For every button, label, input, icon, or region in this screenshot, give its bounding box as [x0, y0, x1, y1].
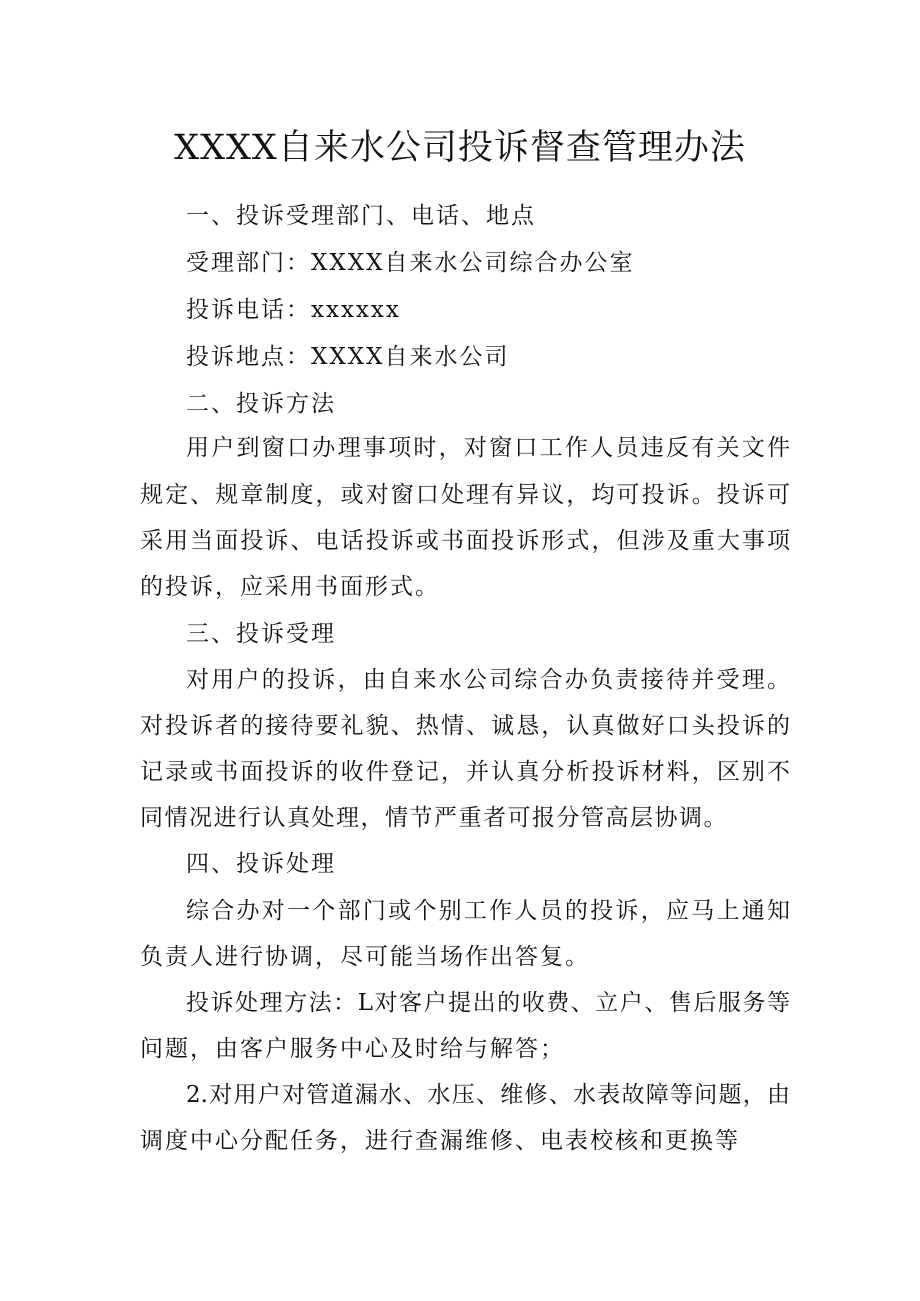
section-heading-4: 四、投诉处理: [186, 851, 336, 877]
paragraph-line: 综合办对一个部门或个别工作人员的投诉，应马上通知: [186, 898, 790, 924]
section-heading-1: 一、投诉受理部门、电话、地点: [186, 203, 536, 229]
paragraph-line: 同情况进行认真处理，情节严重者可报分管高层协调。: [140, 805, 728, 831]
paragraph-line: 调度中心分配任务，进行查漏维修、电表校核和更换等: [140, 1128, 740, 1154]
paragraph-line: 问题，由客户服务中心及时给与解答；: [140, 1036, 565, 1062]
phone-line: 投诉电话：xxxxxx: [186, 297, 401, 323]
address-line: 投诉地点：XXXX自来水公司: [186, 344, 510, 370]
section-heading-2: 二、投诉方法: [186, 391, 336, 417]
dept-line: 受理部门：XXXX自来水公司综合办公室: [186, 250, 635, 276]
paragraph-line: 记录或书面投诉的收件登记，并认真分析投诉材料，区别不: [140, 759, 790, 785]
paragraph-line: 对投诉者的接待要礼貌、热情、诚恳，认真做好口头投诉的: [140, 713, 790, 739]
document-title: XXXX自来水公司投诉督查管理办法: [174, 128, 746, 168]
section-heading-3: 三、投诉受理: [186, 621, 336, 647]
method-item-1: 投诉处理方法：L对客户提出的收费、立户、售后服务等: [186, 990, 790, 1016]
paragraph-line: 规定、规章制度，或对窗口处理有异议，均可投诉。投诉可: [140, 482, 790, 508]
method-item-2: 2.对用户对管道漏水、水压、维修、水表故障等问题，由: [186, 1082, 790, 1108]
paragraph-line: 负责人进行协调，尽可能当场作出答复。: [140, 944, 590, 970]
paragraph-line: 采用当面投诉、电话投诉或书面投诉形式，但涉及重大事项: [140, 528, 790, 554]
paragraph-line: 的投诉，应采用书面形式。: [140, 574, 440, 600]
paragraph-line: 用户到窗口办理事项时，对窗口工作人员违反有关文件: [186, 435, 790, 461]
paragraph-line: 对用户的投诉，由自来水公司综合办负责接待并受理。: [186, 667, 790, 693]
